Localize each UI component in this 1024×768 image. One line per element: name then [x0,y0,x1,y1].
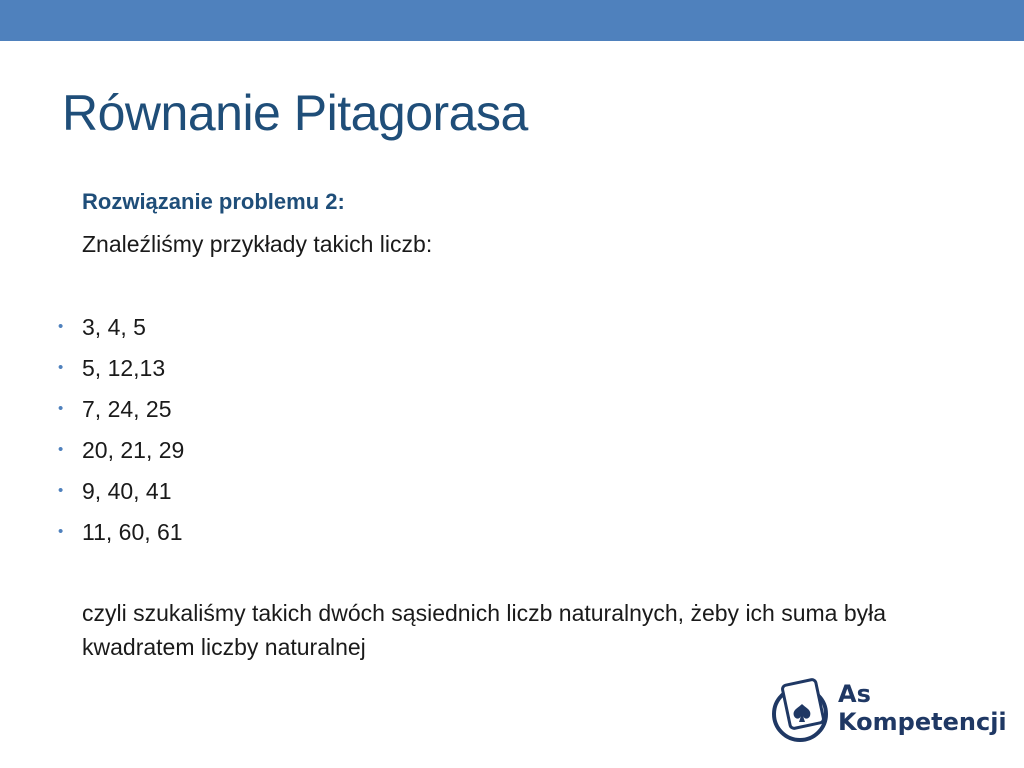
triple-text: 20, 21, 29 [82,437,185,463]
subtitle: Rozwiązanie problemu 2: [82,189,345,214]
list-item [58,310,184,351]
top-accent-bar [0,0,1024,41]
triple-text: 5, 12,13 [82,355,166,381]
bullet-icon: • [58,441,64,458]
list-item [58,392,184,433]
list-item [58,474,184,515]
bullet-icon: • [58,400,64,417]
triple-text: 3, 4, 5 [82,314,146,340]
bullet-icon: • [58,318,64,335]
list-item [58,351,184,392]
list-item [58,515,184,556]
conclusion-text: czyli szukaliśmy takich dwóch sąsiednich liczb naturalnych, żeby ich suma była kwadratem liczby naturalnej [82,600,887,660]
bullet-icon: • [58,482,64,499]
intro-text: Znaleźliśmy przykłady takich liczb: [82,231,433,257]
logo-card-icon [768,676,838,746]
triple-text: 11, 60, 61 [82,519,183,545]
triple-text: 9, 40, 41 [82,478,172,504]
slide-title: Równanie Pitagorasa [62,85,528,141]
triples-list [58,310,184,556]
triple-text: 7, 24, 25 [82,396,172,422]
bullet-icon: • [58,523,64,540]
list-item [58,433,184,474]
logo-text-line2: Kompetencji [838,708,1007,736]
logo-text-line1: As [838,680,871,708]
bullet-icon: • [58,359,64,376]
